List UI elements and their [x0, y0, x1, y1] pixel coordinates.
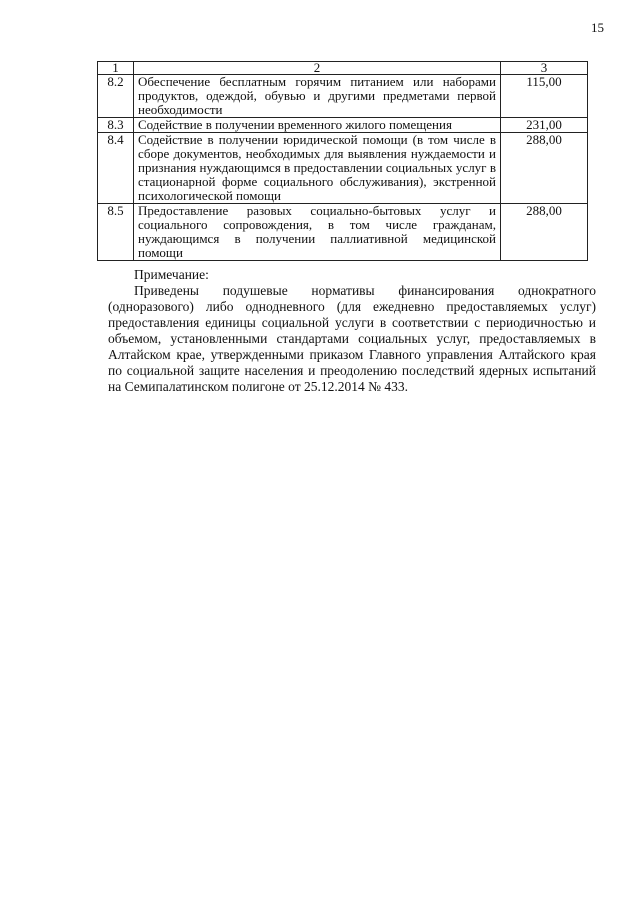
service-price: 231,00 [501, 118, 588, 133]
service-price: 115,00 [501, 75, 588, 118]
column-header-3: 3 [501, 62, 588, 75]
service-price: 288,00 [501, 133, 588, 204]
table-row [98, 75, 588, 118]
table-row [98, 133, 588, 204]
table-row [98, 118, 588, 133]
service-description: Обеспечение бесплатным горячим питанием или наборами продуктов, одеждой, обувью и другими предметами первой необходимости [134, 75, 501, 118]
row-number: 8.2 [98, 75, 134, 118]
row-number: 8.5 [98, 204, 134, 261]
note-text: Приведены подушевые нормативы финансирования однократного (одноразового) либо однодневного (для ежедневно предоставляемых услуг) предоставления единицы социальной услуги в соответствии с периодичностью и объемом, установленными стандартами социальных услуг, предоставляемых в Алтайском крае, утвержденными приказом Главного управления Алтайского края по социальной защите населения и преодолению последствий ядерных испытаний на Семипалатинском полигоне от 25.12.2014 № 433. [108, 283, 596, 394]
note-title: Примечание: [134, 267, 209, 282]
row-number: 8.4 [98, 133, 134, 204]
row-number: 8.3 [98, 118, 134, 133]
page-number: 15 [591, 20, 604, 35]
service-price: 288,00 [501, 204, 588, 261]
table-header-row [98, 62, 588, 75]
service-description: Содействие в получении временного жилого помещения [134, 118, 501, 133]
service-description: Содействие в получении юридической помощи (в том числе в сборе документов, необходимых для выявления нуждаемости и признания нуждающимся в предоставлении социальных услуг в стационарной форме социального обслуживания), экстренной психологической помощи [134, 133, 501, 204]
table-row [98, 204, 588, 261]
column-header-1: 1 [98, 62, 134, 75]
service-description: Предоставление разовых социально-бытовых услуг и социального сопровождения, в том числе гражданам, нуждающимся в получении паллиативной медицинской помощи [134, 204, 501, 261]
column-header-2: 2 [134, 62, 501, 75]
services-table [97, 61, 588, 261]
